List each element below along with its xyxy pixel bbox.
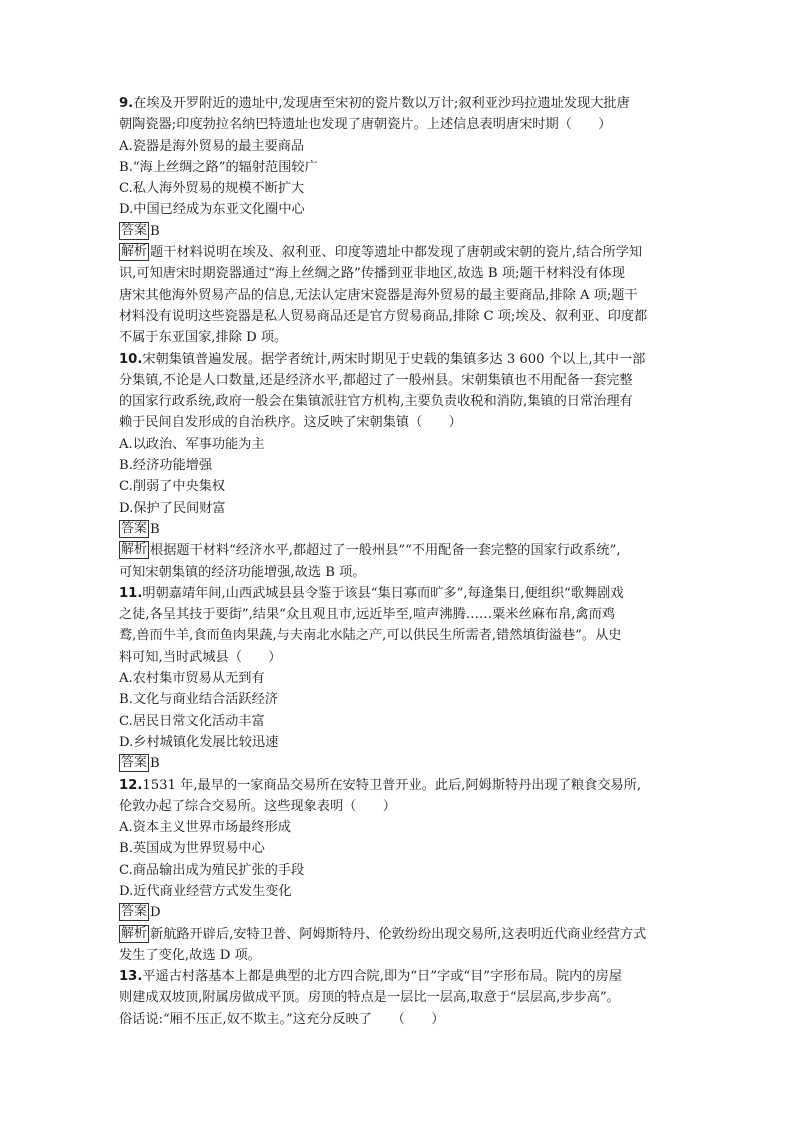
analysis-line: 唐宋其他海外贸易产品的信息,无法认定唐宋瓷器是海外贸易的最主要商品,排除 A 项;题干: [119, 287, 638, 303]
question-number: 9.: [119, 96, 134, 111]
question-number: 11.: [119, 585, 143, 601]
option-b: B.经济功能增强: [119, 458, 213, 474]
answer-line: [119, 753, 685, 774]
question-12: [119, 775, 685, 967]
question-list: [119, 93, 685, 1030]
option-d: D.中国已经成为东亚文化圈中心: [119, 202, 305, 218]
question-number: 12.: [119, 777, 143, 793]
question-stem-line: 则建成双坡顶,附属房做成平顶。房顶的特点是一层比一层高,取意于“层层高,步步高”。: [119, 990, 620, 1006]
analysis-label: 解析: [121, 542, 148, 558]
answer-value: B: [150, 521, 160, 537]
question-stem-line: 分集镇,不论是人口数量,还是经济水平,都超过了一般州县。宋朝集镇也不用配备一套完整: [119, 372, 633, 388]
option-a: A.农村集市贸易从无到有: [119, 671, 265, 687]
answer-label: 答案: [121, 222, 148, 238]
analysis-line: 解析 新航路开辟后,安特卫普、阿姆斯特丹、伦敦纷纷出现交易所,这表明近代商业经营方式: [121, 925, 647, 942]
analysis-line: 识,可知唐宋时期瓷器通过“海上丝绸之路”传播到亚非地区,故选 B 项;题干材料没有体现: [119, 266, 625, 282]
option-a: A.资本主义世界市场最终形成: [119, 820, 291, 836]
answer-value: B: [150, 756, 160, 772]
option-a: A.以政治、军事功能为主: [119, 436, 265, 452]
answer-label: 答案: [121, 904, 148, 920]
question-stem-line: 伦敦办起了综合交易所。这些现象表明（ ）: [119, 798, 396, 814]
answer-value: D: [150, 905, 161, 921]
option-d: D.乡村城镇化发展比较迅速: [119, 734, 279, 750]
question-10: [119, 349, 685, 583]
analysis-label: 解析: [121, 244, 148, 260]
question-stem-line: 9.在埃及开罗附近的遗址中,发现唐至宋初的瓷片数以万计;叙利亚沙玛拉遗址发现大批唐: [119, 96, 630, 111]
analysis-line: 不属于东亚国家,排除 D 项。: [119, 330, 288, 346]
question-11: [119, 583, 685, 775]
question-stem-line: 13.平遥古村落基本上都是典型的北方四合院,即为“日”字或“目”字形布局。院内的房屋: [119, 969, 622, 985]
option-c: C.居民日常文化活动丰富: [119, 713, 265, 729]
question-stem-line: 鹜,兽而牛羊,食而鱼肉果蔬,与夫南北水陆之产,可以供民生所需者,错然填街溢巷”。从史: [119, 628, 622, 644]
analysis-line: 可知宋朝集镇的经济功能增强,故选 B 项。: [119, 564, 366, 580]
question-number: 13.: [119, 969, 143, 985]
option-a: A.瓷器是海外贸易的最主要商品: [119, 138, 305, 154]
answer-line: [119, 902, 685, 923]
question-stem-line: 11.明朝嘉靖年间,山西武城县县令鉴于该县“集日寡而旷多”,每逢集日,便组织“歌舞剧戏: [119, 585, 624, 601]
option-b: B.文化与商业结合活跃经济: [119, 692, 278, 708]
analysis-line: 材料没有说明这些瓷器是私人贸易商品还是官方贸易商品,排除 C 项;埃及、叙利亚、印度都: [119, 308, 648, 324]
analysis-line: 解析 根据题干材料“经济水平,都超过了一般州县”“不用配备一套完整的国家行政系统”,: [121, 542, 621, 559]
analysis-line: 发生了变化,故选 D 项。: [119, 947, 261, 963]
question-stem-line: 俗话说:“厢不压正,奴不欺主。”这充分反映了 （ ）: [119, 1011, 445, 1027]
option-b: B.“海上丝绸之路”的辐射范围较广: [119, 159, 318, 175]
option-c: C.私人海外贸易的规模不断扩大: [119, 181, 305, 197]
answer-label: 答案: [121, 520, 148, 536]
option-d: D.保护了民间财富: [119, 500, 226, 516]
question-stem-line: 朝陶瓷器;印度勃拉名纳巴特遗址也发现了唐朝瓷片。上述信息表明唐宋时期（ ）: [119, 117, 612, 133]
option-c: C.商品输出成为殖民扩张的手段: [119, 862, 305, 878]
question-stem-line: 10.宋朝集镇普遍发展。据学者统计,两宋时期见于史载的集镇多达 3 600 个以上,其中一部: [119, 351, 646, 367]
answer-line: [119, 519, 685, 540]
answer-line: [119, 221, 685, 242]
question-stem-line: 之徒,各呈其技于要街”,结果“众且观且市,远近毕至,喧声沸腾……粟米丝麻布帛,禽而鸡: [119, 607, 616, 623]
analysis-line: 解析 题干材料说明在埃及、叙利亚、印度等遗址中都发现了唐朝或宋朝的瓷片,结合所学知: [121, 244, 643, 261]
analysis-label: 解析: [121, 925, 148, 941]
question-stem-line: 12.1531 年,最早的一家商品交易所在安特卫普开业。此后,阿姆斯特丹出现了粮食交易所,: [119, 777, 642, 793]
question-13: [119, 966, 685, 1030]
answer-value: B: [150, 223, 160, 239]
answer-label: 答案: [121, 755, 148, 771]
question-stem-line: 赖于民间自发形成的自治秩序。这反映了宋朝集镇（ ）: [119, 415, 462, 431]
option-b: B.英国成为世界贸易中心: [119, 841, 265, 857]
question-stem-line: 料可知,当时武城县（ ）: [119, 649, 282, 665]
question-number: 10.: [119, 351, 143, 367]
option-c: C.削弱了中央集权: [119, 479, 226, 495]
option-d: D.近代商业经营方式发生变化: [119, 883, 292, 899]
question-stem-line: 的国家行政系统,政府一般会在集镇派驻官方机构,主要负责收税和消防,集镇的日常治理有: [119, 394, 633, 410]
question-9: [119, 93, 685, 349]
